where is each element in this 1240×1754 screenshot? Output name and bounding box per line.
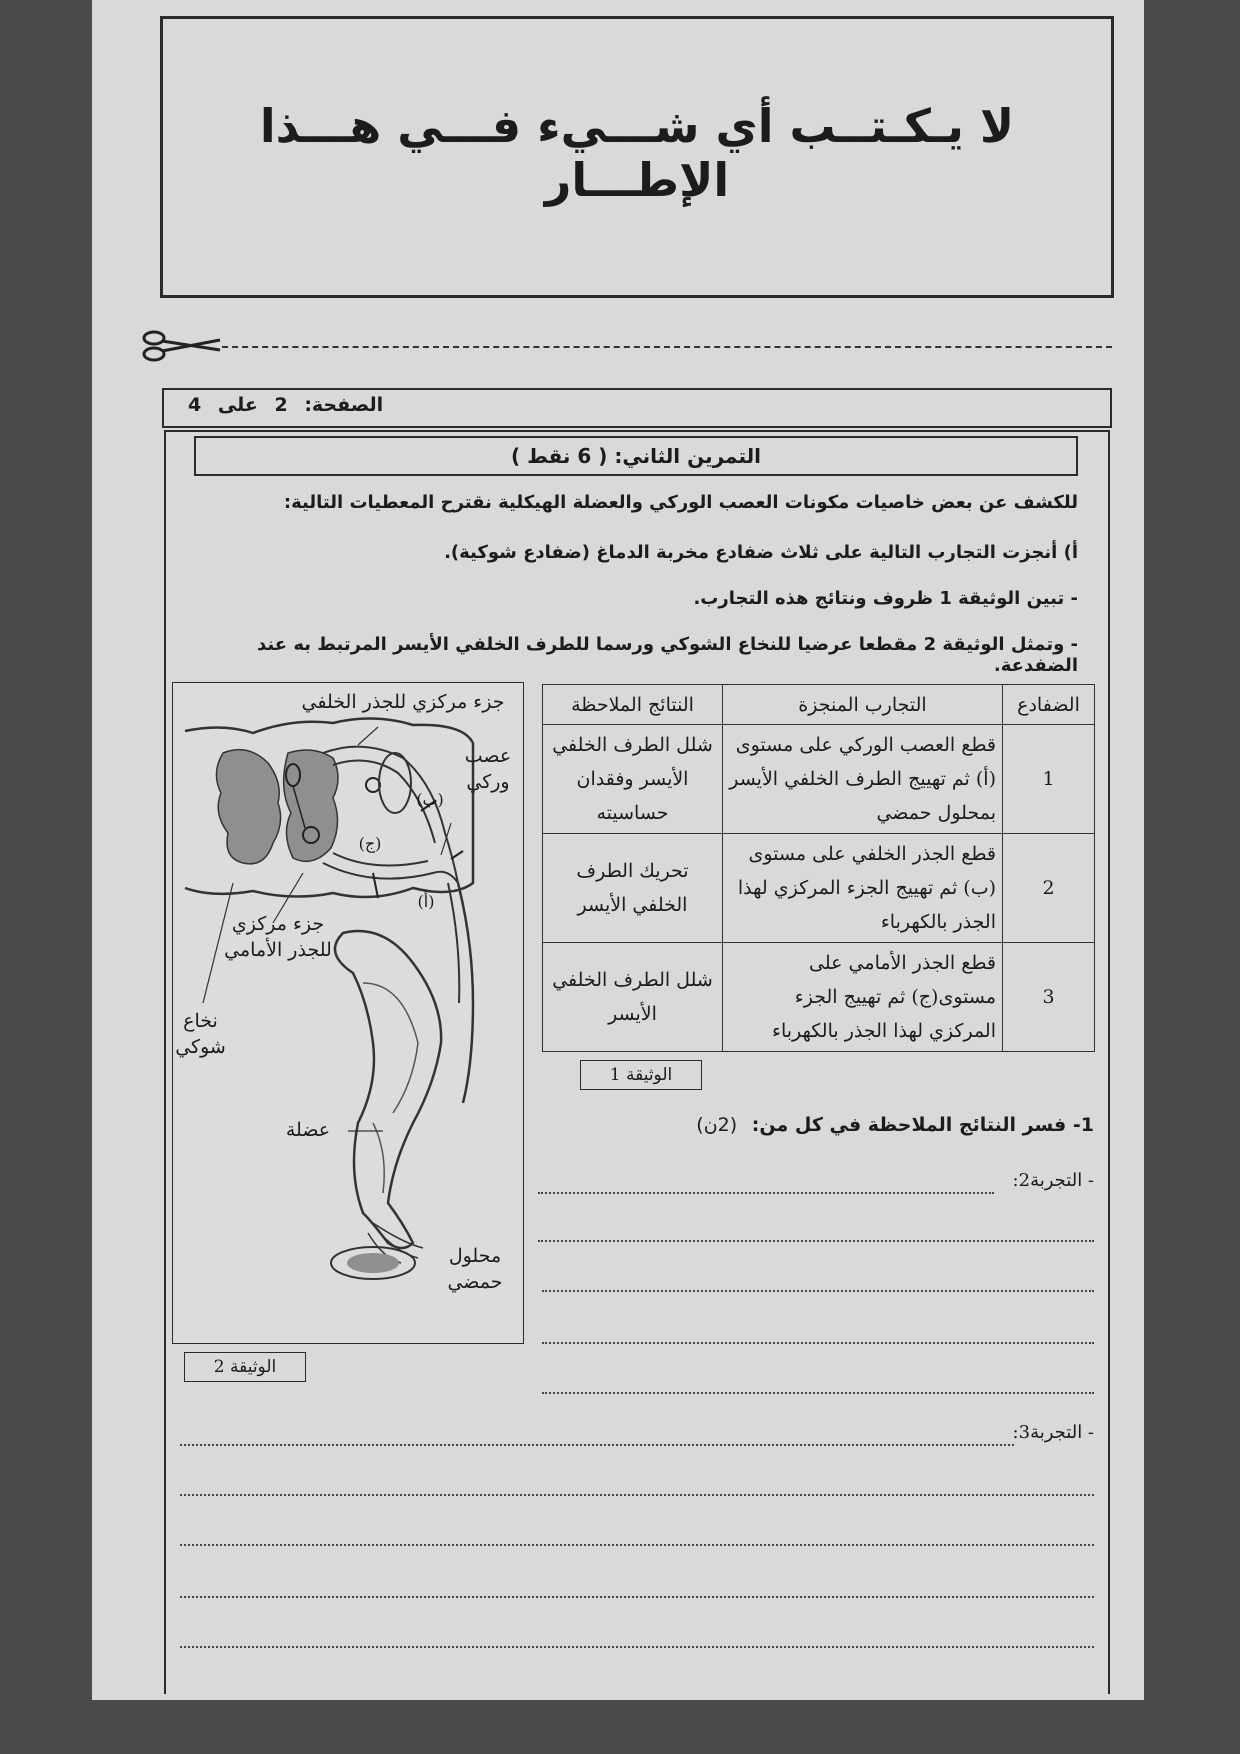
doc1-table xyxy=(542,684,1095,1052)
page-indicator-bar xyxy=(162,388,1112,428)
cut-line xyxy=(222,346,1112,348)
page-indicator xyxy=(178,394,383,416)
answer-line[interactable] xyxy=(538,1240,1094,1242)
label-anterior-root: جزء مركزي للجذر الأمامي xyxy=(224,913,332,961)
label-acid-solution: محلول حمضي xyxy=(447,1245,503,1293)
page-sep: على xyxy=(217,394,258,416)
experiment-cell: قطع الجذر الأمامي على مستوى(ج) ثم تهييج الجزء المركزي لهذا الجذر بالكهرباء xyxy=(723,943,1003,1052)
doc2-description: - وتمثل الوثيقة 2 مقطعا عرضيا للنخاع الشوكي ورسما للطرف الخلفي الأيسر المرتبط به عند الضفدعة. xyxy=(257,634,1078,676)
header-experiments: التجارب المنجزة xyxy=(723,685,1003,725)
doc1-caption-box xyxy=(580,1060,702,1090)
frog-leg xyxy=(335,931,441,1248)
answer-line[interactable] xyxy=(542,1392,1094,1394)
do-not-write-text: لا يـكـتــب أي شـــيء فـــي هـــذا الإطـــار xyxy=(259,99,1015,207)
header-frogs: الضفادع xyxy=(1003,685,1095,725)
exercise-title: التمرين الثاني: ( 6 نقط ) xyxy=(510,444,761,468)
experiment-cell: قطع الجذر الخلفي على مستوى (ب) ثم تهييج الجزء المركزي لهذا الجذر بالكهرباء xyxy=(723,834,1003,943)
page-label: الصفحة: xyxy=(304,394,384,416)
frog-number: 3 xyxy=(1003,943,1095,1052)
result-cell: شلل الطرف الخلفي الأيسر وفقدان حساسيته xyxy=(543,725,723,834)
answer-label-exp3: - التجربة3: xyxy=(1012,1422,1094,1443)
label-sciatic-nerve: عصب وركي xyxy=(464,745,512,793)
answer-line[interactable] xyxy=(538,1192,994,1194)
scissors-icon xyxy=(142,328,222,364)
doc2-caption-box xyxy=(184,1352,306,1382)
table-row xyxy=(543,943,1095,1052)
table-row xyxy=(543,834,1095,943)
frog-number: 1 xyxy=(1003,725,1095,834)
label-muscle: عضلة xyxy=(285,1119,331,1141)
answer-line[interactable] xyxy=(180,1646,1094,1648)
label-spinal-cord: نخاع شوكي xyxy=(175,1010,226,1058)
answer-line[interactable] xyxy=(542,1342,1094,1344)
frog-number: 2 xyxy=(1003,834,1095,943)
answer-line[interactable] xyxy=(180,1494,1094,1496)
page-current: 2 xyxy=(274,394,288,416)
answer-line[interactable] xyxy=(180,1596,1094,1598)
label-point-c: (ج) xyxy=(358,834,382,853)
answer-label-exp2: - التجربة2: xyxy=(1012,1170,1094,1191)
doc1-caption: الوثيقة 1 xyxy=(609,1065,673,1085)
doc2-caption: الوثيقة 2 xyxy=(213,1357,277,1377)
question-1-points: (2ن) xyxy=(696,1114,738,1136)
exercise-part-a: أ) أنجزت التجارب التالية على ثلاث ضفادع مخربة الدماغ (ضفادع شوكية). xyxy=(444,542,1078,563)
doc1-table-wrap xyxy=(542,684,1094,1052)
label-posterior-root: جزء مركزي للجذر الخلفي xyxy=(301,691,505,713)
grey-matter xyxy=(216,750,280,864)
page-total: 4 xyxy=(188,394,202,416)
result-cell: تحريك الطرف الخلفي الأيسر xyxy=(543,834,723,943)
label-point-a: (أ) xyxy=(417,892,435,911)
header-results: النتائج الملاحظة xyxy=(543,685,723,725)
exercise-title-box xyxy=(194,436,1078,476)
label-point-b: (ب) xyxy=(416,790,444,809)
table-row xyxy=(543,725,1095,834)
answer-line[interactable] xyxy=(180,1544,1094,1546)
answer-line[interactable] xyxy=(180,1444,1014,1446)
doc1-description: - تبين الوثيقة 1 ظروف ونتائج هذه التجارب. xyxy=(693,588,1078,609)
experiment-cell: قطع العصب الوركي على مستوى (أ) ثم تهييج الطرف الخلفي الأيسر بمحلول حمضي xyxy=(723,725,1003,834)
exam-page xyxy=(92,0,1144,1700)
question-1 xyxy=(574,1114,1094,1136)
result-cell: شلل الطرف الخلفي الأيسر xyxy=(543,943,723,1052)
question-1-text: 1- فسر النتائج الملاحظة في كل من: xyxy=(751,1114,1094,1136)
exercise-intro: للكشف عن بعض خاصيات مكونات العصب الوركي والعضلة الهيكلية نقترح المعطيات التالية: xyxy=(283,492,1078,513)
exercise-frame xyxy=(164,430,1110,1694)
answer-line[interactable] xyxy=(542,1290,1094,1292)
doc2-figure xyxy=(172,682,524,1344)
do-not-write-frame xyxy=(160,16,1114,298)
